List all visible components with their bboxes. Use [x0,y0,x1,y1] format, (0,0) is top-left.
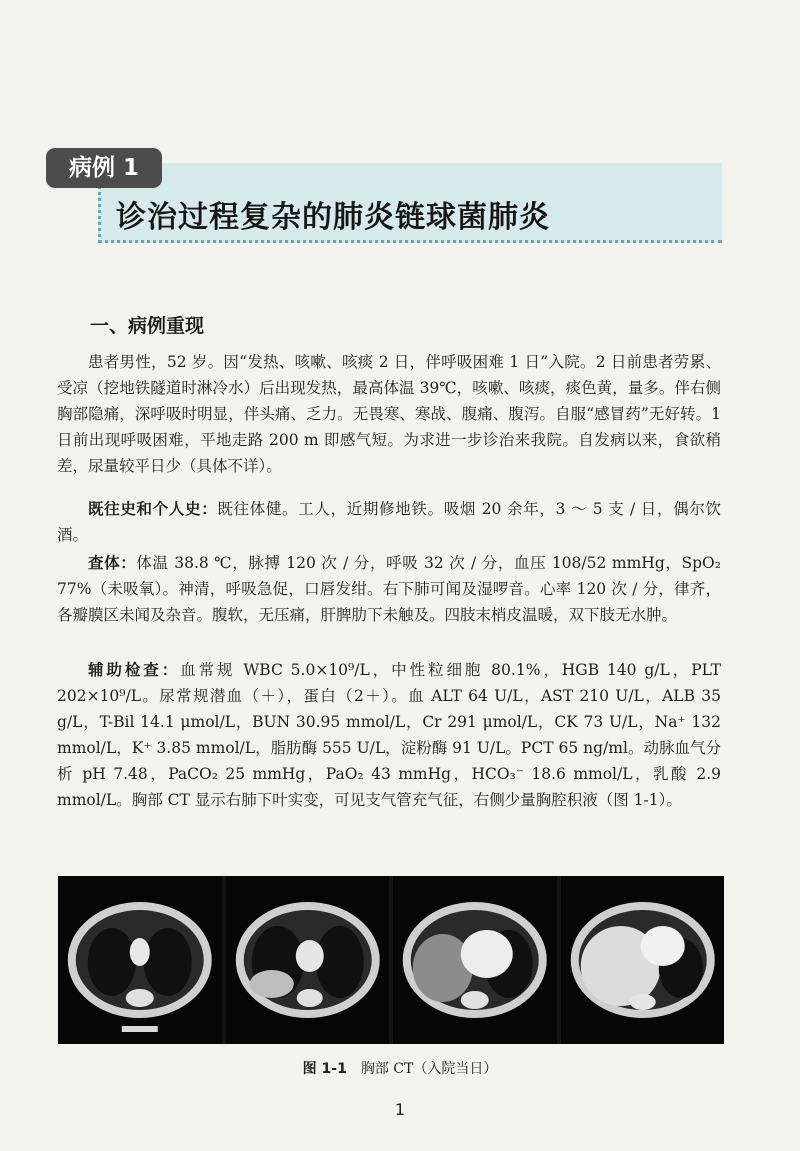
ct-image-4 [561,876,725,1044]
page-number: 1 [394,1100,406,1119]
figure-caption-text: 胸部 CT（入院当日） [360,1061,498,1077]
chief-complaint-text: 患者男性，52 岁。因“发热、咳嗽、咳痰 2 日，伴呼吸困难 1 日”入院。2 日前患者劳累、受凉（挖地铁隧道时淋冷水）后出现发热，最高体温 39℃，咳嗽、咳痰，痰色黄，量多。伴右侧胸部隐痛，深呼吸时明显，伴头痛、乏力。无畏寒、寒战、腹痛、腹泻。自服“感冒药”无好转。1 日前出现呼吸困难，平地走路 200 m 即感气短。为求进一步诊治来我院。自发病以来，食欲稍差，尿量较平日少（具体不详）。 [57,353,721,475]
figure-number: 图 1-1 [302,1061,347,1077]
history-label: 既往史和个人史： [88,500,218,518]
case-number-tag: 病例 1 [46,148,162,188]
figure-caption [0,1058,800,1078]
chest-ct-figure [58,876,724,1044]
section-heading: 一、病例重现 [90,315,205,337]
auxiliary-exam-label: 辅助检查： [88,661,181,679]
history-paragraph [57,496,721,548]
auxiliary-exam-text: 血常规 WBC 5.0×10⁹/L，中性粒细胞 80.1%，HGB 140 g/L，PLT 202×10⁹/L。尿常规潜血（＋），蛋白（2＋）。血 ALT 64 U/L，AST 210 U/L，ALB 35 g/L，T-Bil 14.1 μmol/L，BUN 30.95 mmol/L，Cr 291 μmol/L，CK 73 U/L，Na⁺ 132 mmol/L，K⁺ 3.85 mmol/L，脂肪酶 555 U/L，淀粉酶 91 U/L。PCT 65 ng/ml。动脉血气分析 pH 7.48，PaCO₂ 25 mmHg，PaO₂ 43 mmHg，HCO₃⁻ 18.6 mmol/L，乳酸 2.9 mmol/L。胸部 CT 显示右肺下叶实变，可见支气管充气征，右侧少量胸腔积液（图 1-1）。 [57,661,721,809]
exam-text: 体温 38.8 ℃，脉搏 120 次 / 分，呼吸 32 次 / 分，血压 108/52 mmHg，SpO₂ 77%（未吸氧）。神清，呼吸急促，口唇发绀。右下肺可闻及湿啰音。心率 120 次 / 分，律齐，各瓣膜区未闻及杂音。腹软，无压痛，肝脾肋下未触及。四肢末梢皮温暖，双下肢无水肿。 [57,554,721,624]
exam-label: 查体： [88,554,137,572]
ct-image-1 [58,876,222,1044]
exam-paragraph [57,550,721,628]
chief-complaint-paragraph [57,349,721,479]
auxiliary-exam-paragraph [57,657,721,813]
ct-image-2 [226,876,390,1044]
history-text: 既往体健。工人，近期修地铁。吸烟 20 余年，3 ～ 5 支 / 日，偶尔饮酒。 [57,500,721,544]
ct-image-3 [393,876,557,1044]
case-title: 诊治过程复杂的肺炎链球菌肺炎 [116,200,550,235]
